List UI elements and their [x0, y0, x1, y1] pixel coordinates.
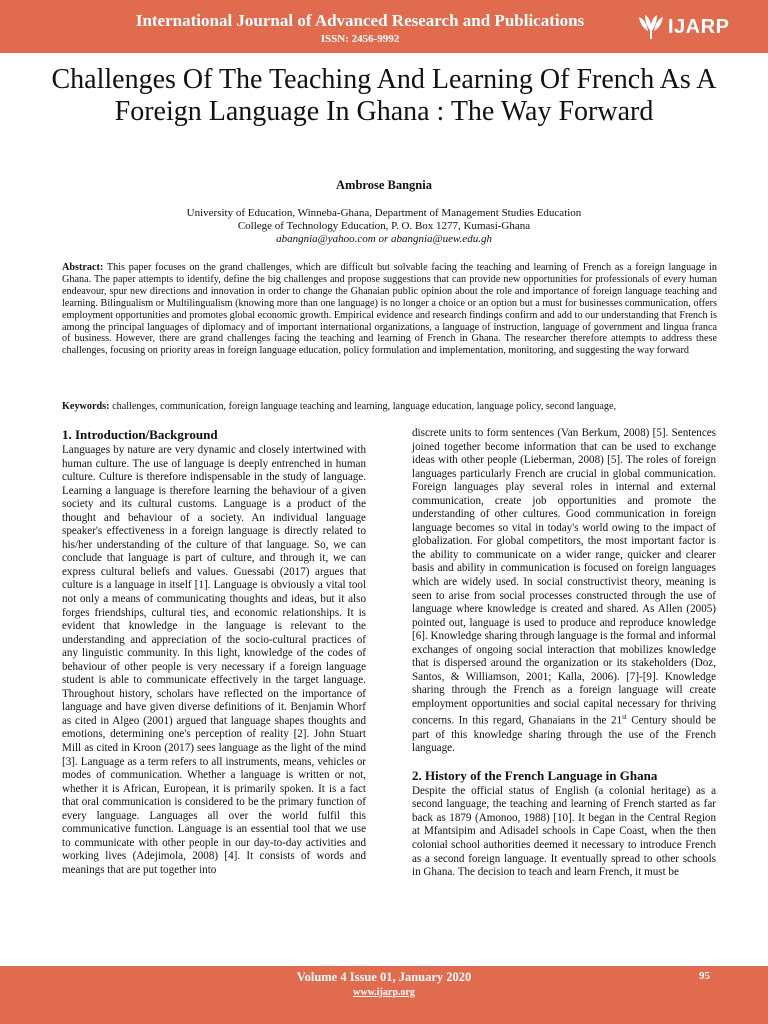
introduction-continued-text: discrete units to form sentences (Van Berkum, 2008) [5]. Sentences joined together become information that can be used to exchange ideas with other people (Lieberman, 2008) [5]. The roles of foreign languages particularly French are crucial in global communication. Foreign languages play several roles in internal and external communication, create job opportunities and promote the understanding of other cultures. Good communication in foreign language becomes so vital in today's world owing to the impact of globalization. For global competitors, the most important factor is the ability to communicate on a wider range, quicker and clearer basis and ability in communication is focused on foreign languages which are widely used. In social constructivist theory, meaning is seen to arise from social processes constructed through the use of language where knowledge is created and shared. As Allen (2005) pointed out, language is used to produce and reproduce knowledge [6]. Knowledge sharing through language is the formal and informal exchanges of ongoing social interaction that mobilizes knowledge that is dispersed around the organization or its stakeholders (Doz, Santos, & Williamson, 2001; Kalla, 2006). [7]-[9]. Knowledge sharing through the French as a foreign language will create employment opportunities and social capital necessary for thriving concerns. In this regard, Ghanaians in the 21 [412, 427, 716, 728]
ijarp-leaf-logo-icon [636, 13, 666, 41]
history-paragraph: Despite the official status of English (a colonial heritage) as a second language, the teaching and learning of French started as far back as 1879 (Amonoo, 1988) [10]. It began in the Central Region at Mfantsipim and Adisadel schools in Cape Coast, when the then colonial school authorities deemed it necessary to introduce French as a second foreign language. It eventually spread to other schools in Ghana. The decision to teach and learn French, it must be [412, 784, 716, 879]
superscript-st: st [622, 713, 627, 722]
introduction-continued-paragraph [412, 427, 716, 756]
introduction-paragraph: Languages by nature are very dynamic and closely intertwined with human culture. The use of language is deeply entrenched in human culture. Culture is therefore indispensable in the study of language. Learning a language is therefore learning the behaviour of a given society and its cultural customs. Language is a product of the thought and behaviour of a society. An individual language speaker's effectiveness in a foreign language is directly related to his/her understanding of the culture of that language. So, we can conclude that language is part of culture, and through it, we can express cultural beliefs and values. Guessabi (2017) argues that culture is a language in itself [1]. Language is obviously a vital tool not only a means of communicating thoughts and ideas, but it also forges friendships, cultural ties, and economic relationships. It is evident that knowledge in the language is relevant to the understanding and appreciation of the socio-cultural practices of any linguistic community. In this light, knowledge of the codes of behaviour of other people is very necessary if a foreign language student is able to communicate effectively in the target language. Throughout history, scholars have reflected on the importance of language and have given diverse definitions of it. Benjamin Whorf as cited in Algeo (2001) argued that language shapes thoughts and emotions, determining one's perception of reality [2]. John Stuart Mill as cited in Kroon (2017) sees language as the light of the mind [3]. Language as a term refers to all instruments, means, vehicles or modes of communication. Whether a language is written or not, whether it is African, European, it is primarily spoken. It is a fact that oral communication is considered to be the primary function of every language. Languages all over the world fulfil this communicative function. Language is an essential tool that we use to communicate with other people in our day-to-day activities and working lives (Adejimola, 2008) [4]. It consists of words and meanings that are put together into [62, 444, 366, 876]
section-heading-introduction: 1. Introduction/Background [62, 427, 218, 442]
abstract-label: Abstract: [62, 262, 104, 273]
issn: ISSN: 2456-9992 [320, 33, 400, 45]
journal-name: International Journal of Advanced Research and Publications [135, 11, 585, 30]
journal-footer-bar [0, 966, 768, 1024]
paper-title: Challenges Of The Teaching And Learning Of French As A Foreign Language In Ghana : The Way Forward [51, 64, 717, 127]
section-heading-history: 2. History of the French Language in Ghana [412, 767, 658, 783]
right-column [412, 427, 716, 880]
page-number: 95 [699, 970, 710, 982]
affiliation-college: College of Technology Education, P. O. Box 1277, Kumasi-Ghana [237, 220, 531, 232]
author-emails: abangnia@yahoo.com or abangnia@uew.edu.gh [276, 233, 492, 245]
keywords-text: challenges, communication, foreign language teaching and learning, language education, language policy, second language, [112, 401, 617, 412]
keywords [62, 401, 717, 413]
keywords-label: Keywords: [62, 401, 110, 412]
journal-website-link[interactable]: www.ijarp.org [353, 987, 415, 998]
left-column [62, 427, 366, 878]
abstract-text: This paper focuses on the grand challenges, which are difficult but solvable facing the teaching and learning of French as a foreign language in Ghana. The paper attempts to identify, define the big challenges and propose suggestions that can provide new opportunities for professionals of every human endeavour, spur new directions and innovation in order to change the Ghanaian public opinion about the role and importance of foreign language teaching and learning. Bilingualism or Multilingualism (knowing more than one language) is no longer a choice or an option but a must for businesses communication, offers employment opportunities and promotes global economic growth. Empirical evidence and research findings confirm and add to our understanding that French is among the principal languages of diplomacy and of important international organizations, a language of instruction, language of government and lingua franca of business. However, there are grand challenges facing the teaching and learning of French in Ghana. The researcher therefore attempts to address these challenges, focusing on priority areas in foreign language education, policy formulation and implementation, monitoring, and suggesting the way forward [62, 262, 717, 357]
logo-text: IJARP [668, 15, 730, 38]
affiliation-university: University of Education, Winneba-Ghana, Department of Management Studies Education [186, 207, 582, 219]
abstract [62, 262, 717, 357]
volume-issue: Volume 4 Issue 01, January 2020 [296, 970, 472, 984]
introduction-continued-text-end: Century should be part of this knowledge sharing through the use of the French language. [412, 715, 716, 755]
paper-author: Ambrose Bangnia [336, 178, 432, 192]
journal-header-bar [0, 0, 768, 53]
journal-logo [636, 12, 729, 42]
